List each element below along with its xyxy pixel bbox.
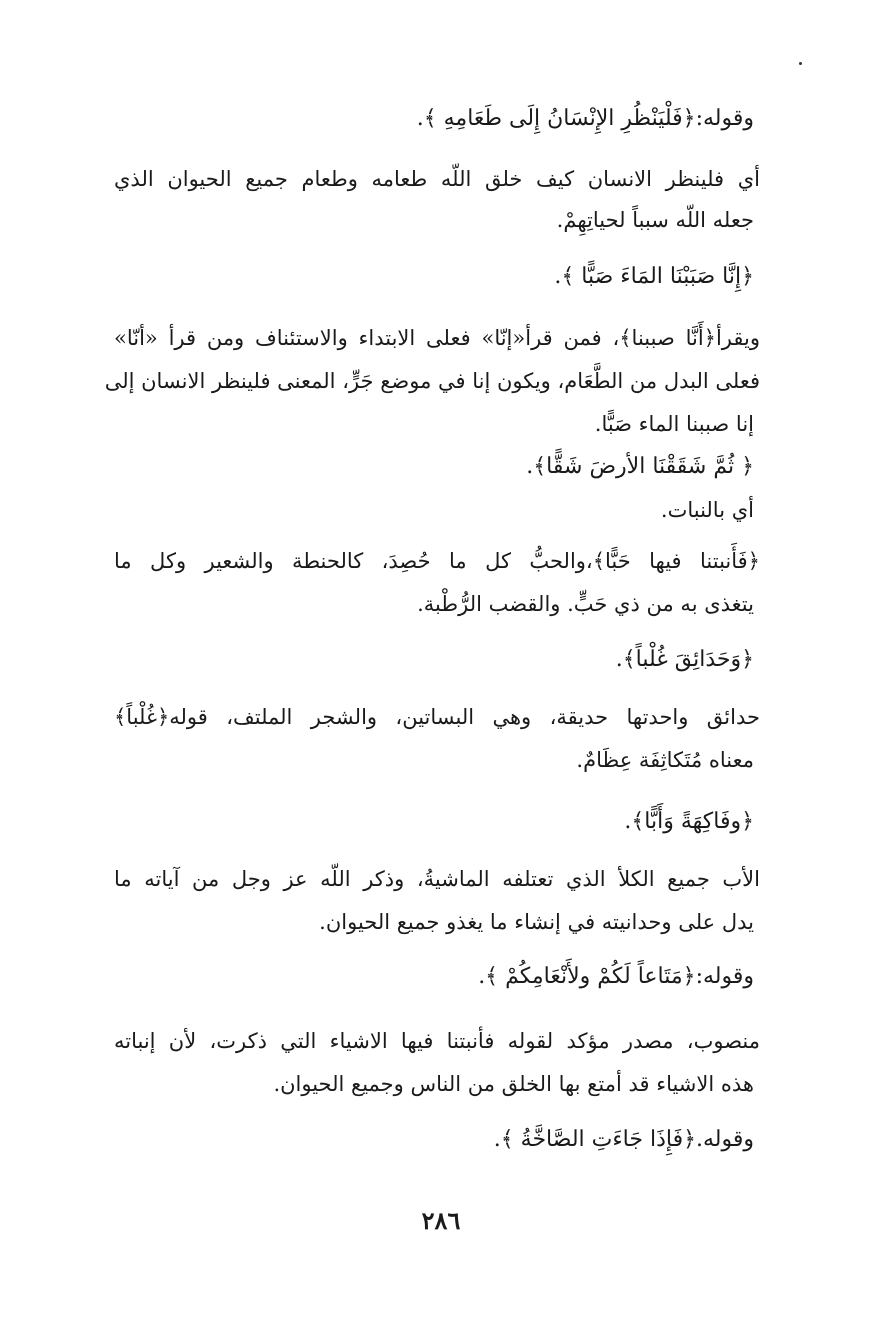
commentary-line: أي بالنبات. <box>660 498 754 522</box>
commentary-line: يتغذى به من ذي حَبٍّ. والقضب الرُّطْبة. <box>417 592 754 616</box>
commentary-line: يدل على وحدانيته في إنشاء ما يغذو جميع الحيوان. <box>319 910 754 934</box>
commentary-line: منصوب، مصدر مؤكد لقوله فأنبتنا فيها الاشياء التي ذكرت، لأن إنباته <box>114 1029 760 1053</box>
commentary-line: ويقرأ﴿أَنَّا صببنا﴾، فمن قرأ«إنّا» فعلى الابتداء والاستئناف ومن قرأ «أنّا» <box>114 326 760 350</box>
commentary-line: أي فلينظر الانسان كيف خلق اللّه طعامه وطعام جميع الحيوان الذي <box>114 167 760 191</box>
verse-line: وقوله:﴿مَتَاعاً لَكُمْ ولأَنْعَامِكُمْ ﴾. <box>478 964 754 989</box>
commentary-line: جعله اللّه سبباً لحياتِهِمْ. <box>556 208 754 232</box>
verse-line: ﴿وفَاكِهَةً وَأَبًّا﴾. <box>624 809 754 834</box>
verse-line: ﴿ ثُمَّ شَقَقْنَا الأرضَ شَقًّا﴾. <box>526 454 754 479</box>
commentary-line: الأب جميع الكلأ الذي تعتلفه الماشيةُ، وذكر اللّه عز وجل من آياته ما <box>114 867 760 891</box>
commentary-line: حدائق واحدتها حديقة، وهي البساتين، والشجر الملتف، قوله﴿غُلْباً﴾ <box>114 705 760 729</box>
verse-line: وقوله:﴿فَلْيَنْظُرِ الإِنْسَانُ إِلَى طَعَامِهِ ﴾. <box>416 106 754 131</box>
verse-line: ﴿إِنَّا صَبَبْنَا المَاءَ صَبًّا ﴾. <box>554 264 754 289</box>
page-speck <box>799 62 802 65</box>
page-number: ٢٨٦ <box>421 1206 461 1235</box>
commentary-line: هذه الاشياء قد أمتع بها الخلق من الناس وجميع الحيوان. <box>273 1072 754 1096</box>
commentary-line: إنا صببنا الماء صَبًّا. <box>594 412 754 436</box>
commentary-line: معناه مُتَكاثِفَة عِظَامٌ. <box>576 748 754 772</box>
commentary-line: ﴿فَأَنبتنا فيها حَبًّا﴾،والحبُّ كل ما حُصِدَ، كالحنطة والشعير وكل ما <box>114 549 760 573</box>
verse-line: وقوله.﴿فَإِذَا جَاءَتِ الصَّاخَّةُ ﴾. <box>493 1127 754 1152</box>
verse-line: ﴿وَحَدَائِقَ غُلْباً﴾. <box>615 647 754 672</box>
commentary-line: فعلى البدل من الطَّعَام، ويكون إنا في موضع جَرٍّ، المعنى فلينظر الانسان إلى <box>104 369 760 393</box>
